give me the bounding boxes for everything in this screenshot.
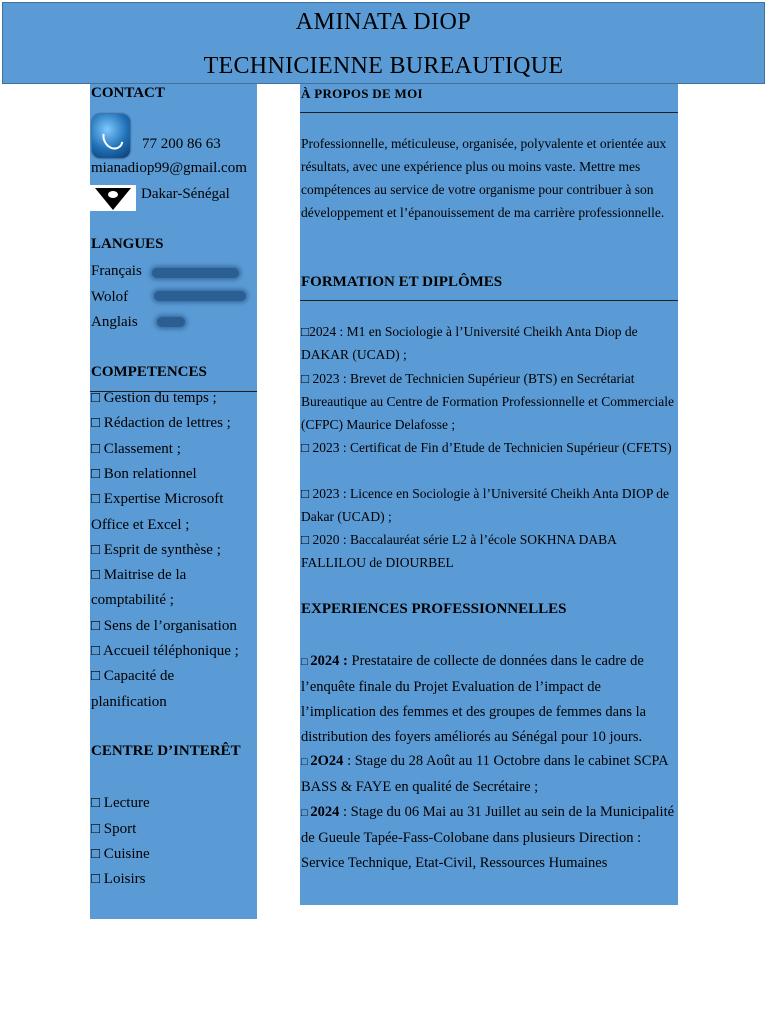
about-title: À PROPOS DE MOI [301,86,423,101]
education-item: □ 2023 : Certificat de Fin d’Etude de Technicien Supérieur (CFETS) [301,440,672,455]
skill-item: planification [91,693,167,710]
section-divider [300,300,678,301]
skill-item: □ Sens de l’organisation [91,617,237,634]
skill-item: □ Expertise Microsoft [91,491,224,508]
skill-item: comptabilité ; [91,592,174,609]
skill-item: □ Capacité de [91,668,175,685]
phone-icon [92,114,130,158]
education-item: □ 2020 : Baccalauréat série L2 à l’école SOKHNA DABA FALLILOU de DIOURBEL [301,532,617,570]
language-level-bar [157,317,185,327]
contact-title: CONTACT [91,85,165,101]
languages-title: LANGUES [91,236,164,252]
bullet-square: □ [301,756,311,768]
skill-item: □ Esprit de synthèse ; [91,541,221,558]
skill-item: □ Maitrise de la [91,567,187,584]
skill-item: □ Accueil téléphonique ; [91,643,239,659]
email-address: mianadiop99@gmail.com [91,160,247,176]
experience-text: : Stage du 06 Mai au 31 Juillet au sein de la Municipalité de Gueule Tapée-Fass-Colobane dans plusieurs Direction : Service Technique, Etat-Civil, Ressources Humaines [301,804,675,871]
about-text: Professionnelle, méticuleuse, organisée, polyvalente et orientée aux résultats, avec une expérience plus ou moins vaste. Mettre mes compétences au service de votre organisme pour contribuer à son développement et l’épanouissement de ma carrière professionnelle. [301,136,667,220]
skill-item: Office et Excel ; [91,516,190,533]
bullet-square: □ [301,807,311,819]
language-level-bar [154,291,246,301]
job-title: TECHNICIENNE BUREAUTIQUE [203,53,564,79]
education-title: FORMATION ET DIPLÔMES [301,274,503,290]
experience-year: 2024 : [310,653,348,669]
experience-item [301,749,678,800]
phone-number: 77 200 86 63 [142,136,221,152]
language-label: Wolof [91,289,129,305]
interest-item: □ Cuisine [91,846,150,862]
skill-item: □ Classement ; [91,440,181,457]
experience-item [301,649,678,750]
sidebar [90,84,257,919]
candidate-name: AMINATA DIOP [295,9,472,35]
language-label: Anglais [91,314,138,330]
bullet-square: □ [301,656,311,668]
education-item: □2024 : M1 en Sociologie à l’Université Cheikh Anta Diop de DAKAR (UCAD) ; [301,324,638,362]
interest-item: □ Sport [91,821,137,837]
section-divider [300,112,678,113]
education-item: □ 2023 : Licence en Sociologie à l’Université Cheikh Anta DIOP de Dakar (UCAD) ; [301,486,669,524]
skill-item: □ Bon relationnel [91,465,197,482]
location-pin-icon [90,185,136,211]
interest-item: □ Lecture [91,795,150,811]
experience-title: EXPERIENCES PROFESSIONNELLES [301,601,567,617]
skills-title: COMPETENCES [91,364,207,380]
education-item: □ 2023 : Brevet de Technicien Supérieur (BTS) en Secrétariat Bureautique au Centre de Formation Professionnelle et Commerciale (CFPC) Maurice Delafosse ; [301,371,675,432]
experience-text: Prestataire de collecte de données dans le cadre de l’enquête finale du Projet Evaluation de l’impact de l’implication des femmes et des groupes de femmes dans la distribution des foyers améliorés au Sénégal pour 10 jours. [301,653,647,745]
experience-item [301,800,678,876]
experience-year: 2024 [310,804,340,820]
language-level-bar [152,268,239,278]
location: Dakar-Sénégal [141,186,230,202]
interest-item: □ Loisirs [91,871,146,887]
skill-item: □ Rédaction de lettres ; [91,415,231,432]
interests-title: CENTRE D’INTERÊT [91,743,241,759]
header-banner [2,2,765,84]
language-label: Français [91,263,142,279]
experience-year: 2O24 [310,753,344,769]
main-column [300,84,678,905]
skill-item: □ Gestion du temps ; [91,390,217,406]
experience-text: : Stage du 28 Août au 11 Octobre dans le cabinet SCPA BASS & FAYE en qualité de Secrétaire ; [301,753,668,795]
